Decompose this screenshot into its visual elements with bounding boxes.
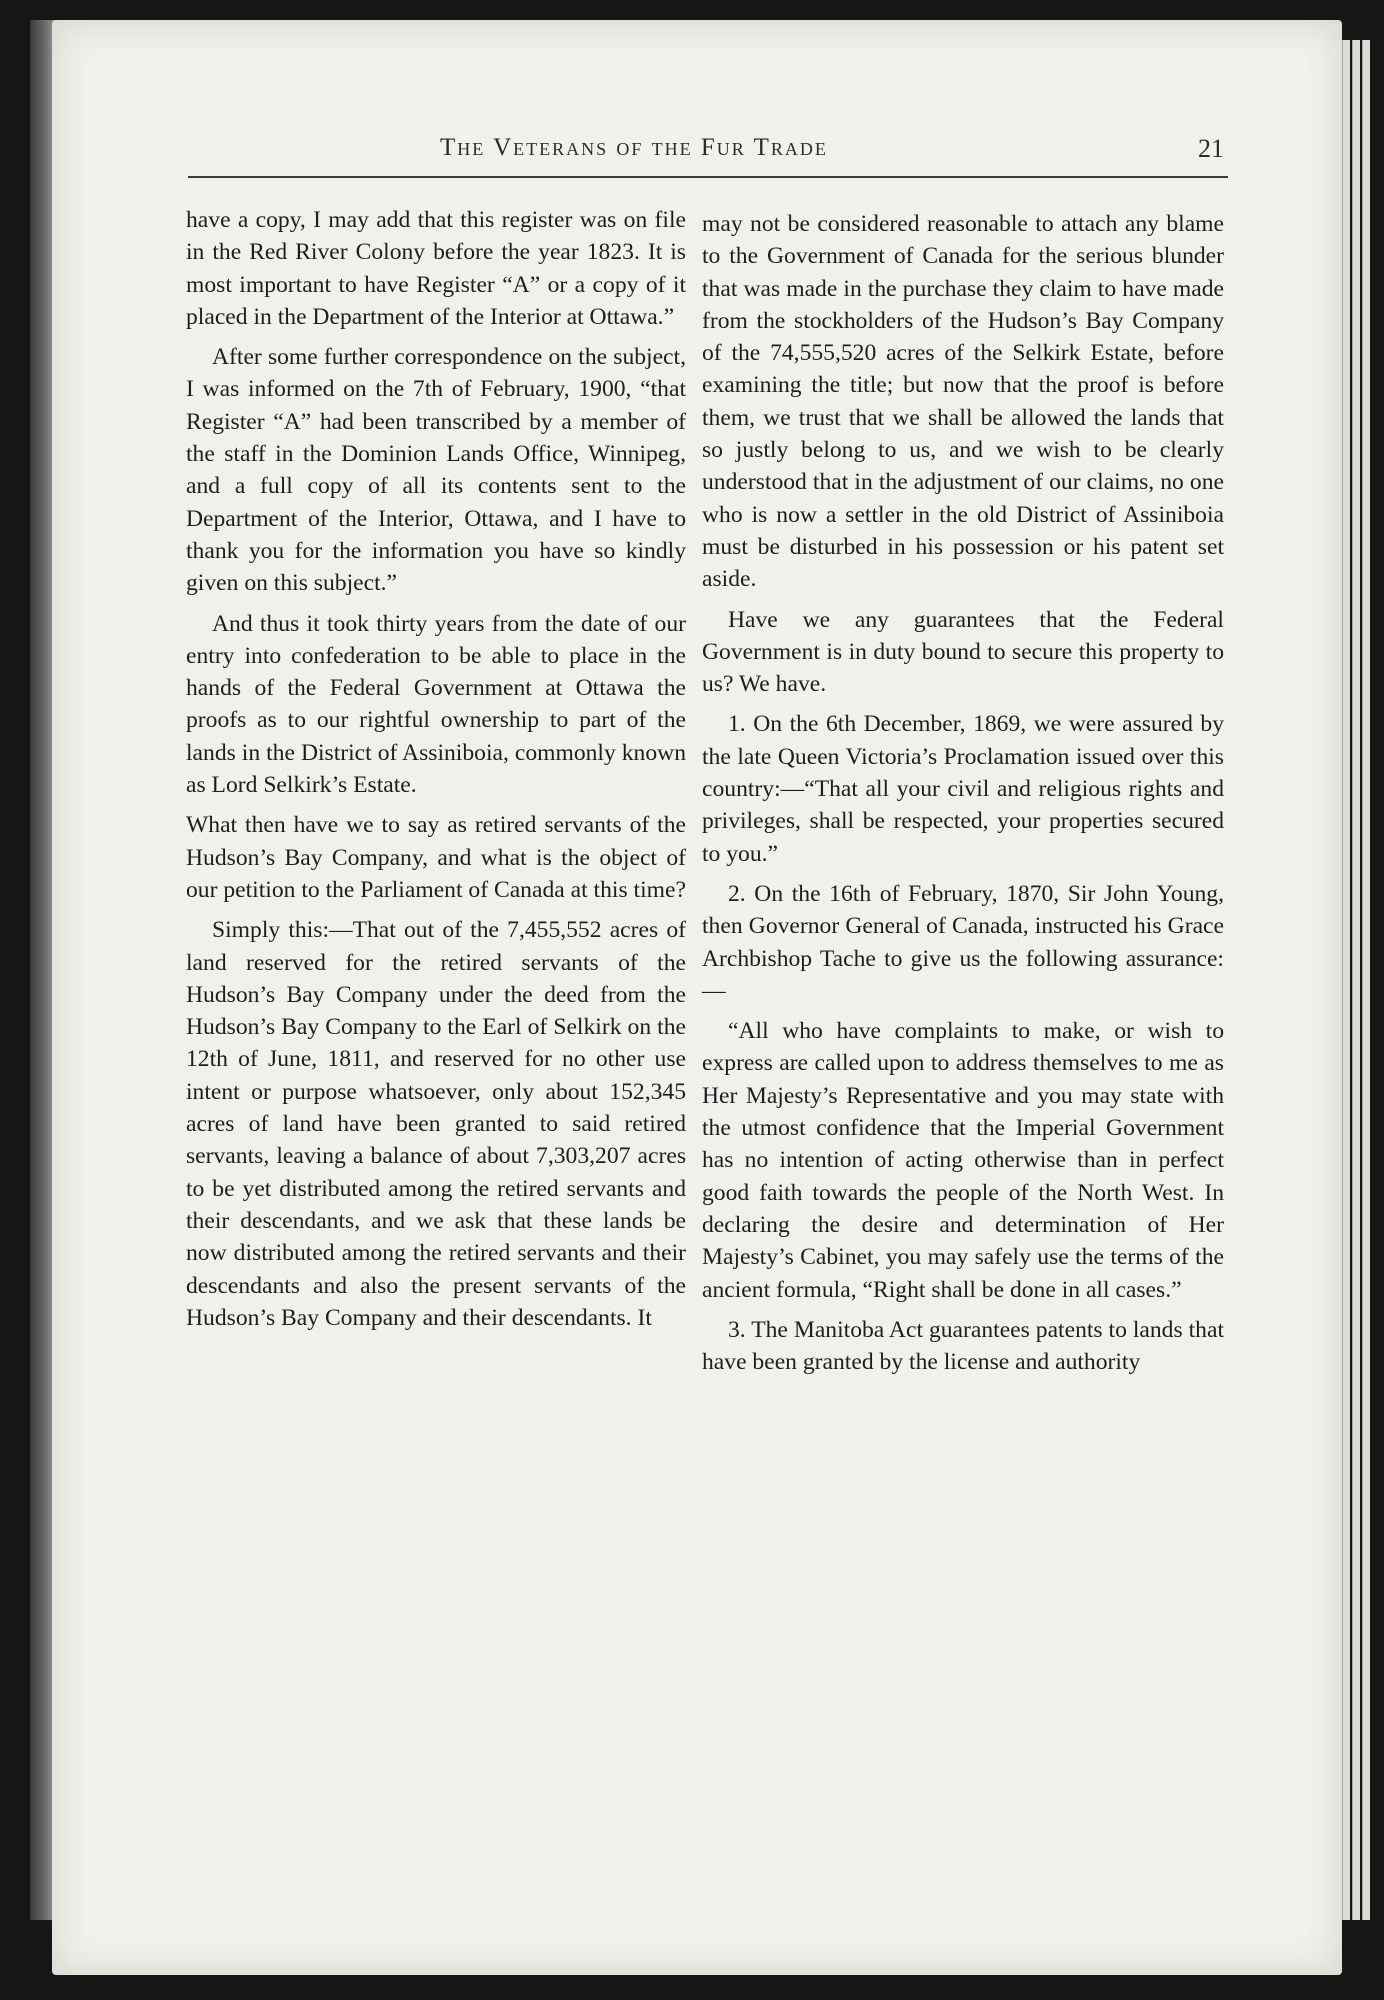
paragraph: And thus it took thirty years from the date of our entry into confederation to be able to place in the hands of the Federal Government at Ottawa the proofs as to our rightful ownership to part of the lands in the District of Assiniboia, commonly known as Lord Selkirk’s Estate. bbox=[186, 610, 686, 799]
page-edge bbox=[1342, 40, 1350, 1920]
paragraph: Simply this:—That out of the 7,455,552 acres of land reserved for the retired servants of the Hudson’s Bay Company under the deed from the Hudson’s Bay Company to the Earl of Selkirk on the 12th of June, 1811, and reserved for no other use intent or purpose whatsoever, only about 152,345 acres of land have been granted to said retired servants, leaving a balance of about 7,303,207 acres to be yet distributed among the retired servants and their descendants, and we ask that these lands be now distributed among the retired servants and their descendants and also the present servants of the Hudson’s Bay Company and their descendants. It bbox=[186, 917, 686, 1331]
page-edge bbox=[1352, 40, 1360, 1920]
paragraph: Have we any guarantees that the Federal Government is in duty bound to secure this property to us? We have. bbox=[702, 606, 1224, 698]
page-edge bbox=[1362, 40, 1370, 1920]
paragraph: What then have we to say as retired servants of the Hudson’s Bay Company, and what is the object of our petition to the Parliament of Canada at this time? bbox=[186, 812, 686, 903]
header-rule bbox=[188, 176, 1228, 178]
left-column bbox=[186, 204, 686, 1342]
running-head: The Veterans of the Fur Trade bbox=[440, 134, 828, 161]
paragraph: have a copy, I may add that this register was on file in the Red River Colony before the year 1823. It is most important to have Register “A” or a copy of it placed in the Department of the Interior at Ottawa.” bbox=[186, 207, 686, 330]
paragraph: 1. On the 6th December, 1869, we were assured by the late Queen Victoria’s Proclamation issued over this country:—“That all your civil and religious rights and privileges, shall be respected, your properties secured to you.” bbox=[702, 711, 1224, 867]
paragraph: 2. On the 16th of February, 1870, Sir John Young, then Governor General of Canada, instructed his Grace Archbishop Tache to give us the following assurance:— bbox=[702, 880, 1224, 1004]
right-column bbox=[702, 208, 1224, 1386]
paragraph: “All who have complaints to make, or wish to express are called upon to address themselves to me as Her Majesty’s Representative and you may state with the utmost confidence that the Imperial Government has no intention of acting otherwise than in perfect good faith towards the people of the North West. In declaring the desire and determination of Her Majesty’s Cabinet, you may safely use the terms of the ancient formula, “Right shall be done in all cases.” bbox=[702, 1018, 1224, 1303]
paragraph: After some further correspondence on the subject, I was informed on the 7th of February, 1900, “that Register “A” had been transcribed by a member of the staff in the Dominion Lands Office, Winnipeg, and a full copy of all its contents sent to the Department of the Interior, Ottawa, and I have to thank you for the information you have so kindly given on this subject.” bbox=[186, 344, 686, 597]
paragraph: may not be considered reasonable to attach any blame to the Government of Canada for the serious blunder that was made in the purchase they claim to have made from the stockholders of the Hudson’s Bay Company of the 74,555,520 acres of the Selkirk Estate, before examining the title; but now that the proof is before them, we trust that we shall be allowed the lands that so justly belong to us, and we wish to be clearly understood that in the adjustment of our claims, no one who is now a settler in the old District of Assiniboia must be disturbed in his possession or his patent set aside. bbox=[702, 211, 1224, 593]
page-number: 21 bbox=[1198, 134, 1224, 163]
paragraph: 3. The Manitoba Act guarantees patents to lands that have been granted by the license and authority bbox=[702, 1316, 1224, 1376]
